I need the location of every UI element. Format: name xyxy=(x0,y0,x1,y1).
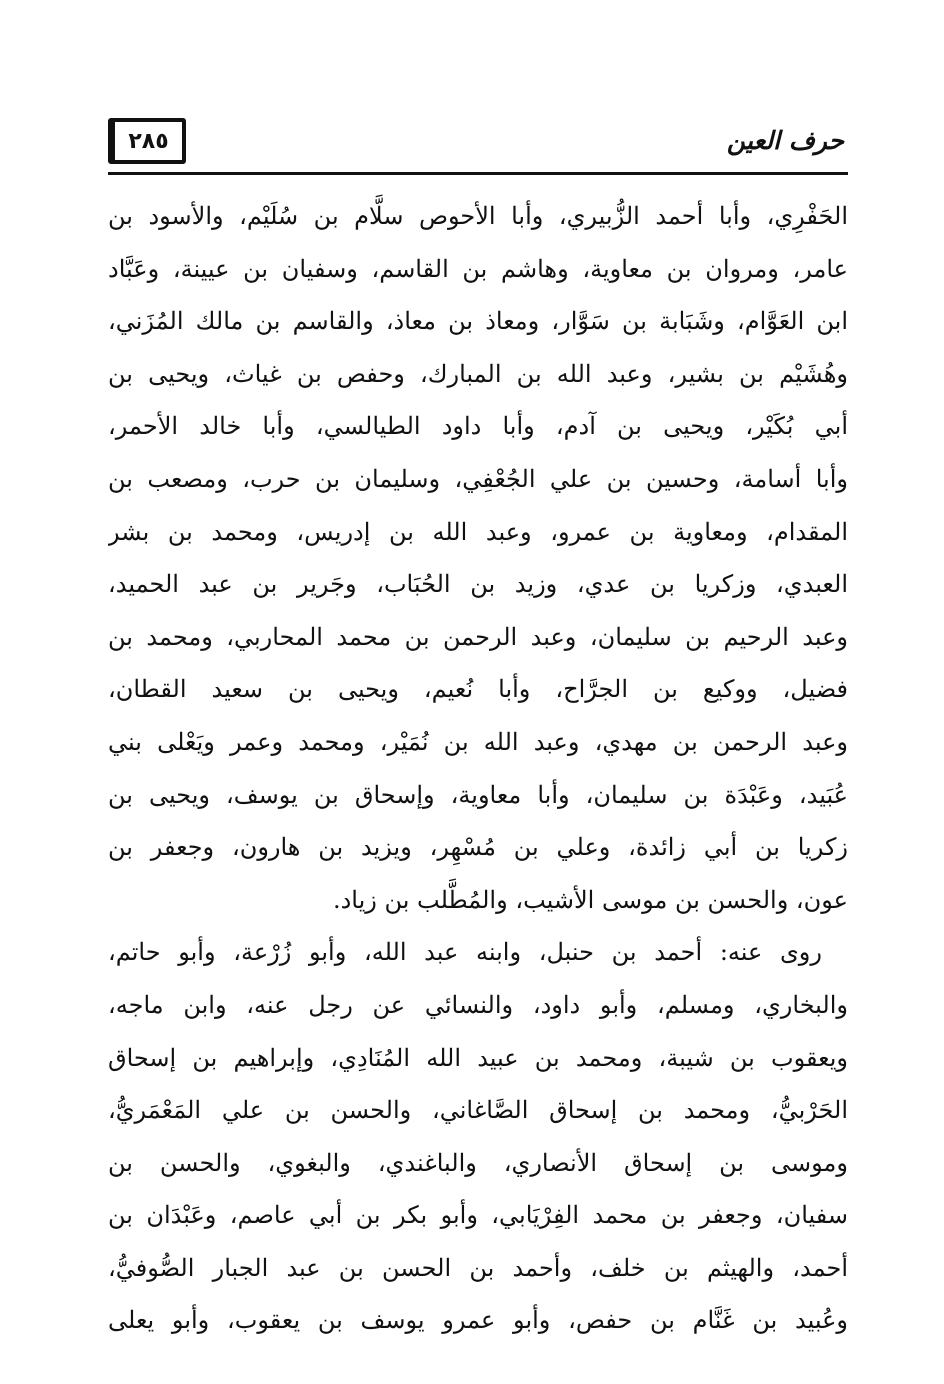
text-line: الحَرْبيُّ، ومحمد بن إسحاق الصَّاغاني، والحسن بن علي المَعْمَريُّ، xyxy=(108,1096,848,1125)
text-line: عامر، ومروان بن معاوية، وهاشم بن القاسم، وسفيان بن عيينة، وعَبَّاد xyxy=(108,254,848,283)
header-divider xyxy=(108,172,848,175)
text-line: الحَفْرِي، وأبا أحمد الزُّبيري، وأبا الأحوص سلَّام بن سُلَيْم، والأسود بن xyxy=(108,202,848,230)
text-line: ابن العَوَّام، وشَبَابة بن سَوَّار، ومعاذ بن معاذ، والقاسم بن مالك المُزَني، xyxy=(108,307,848,336)
text-line: ويعقوب بن شيبة، ومحمد بن عبيد الله المُنَادِي، وإبراهيم بن إسحاق xyxy=(108,1043,848,1072)
text-line: عون، والحسن بن موسى الأشيب، والمُطَّلب بن زياد. xyxy=(332,885,848,914)
text-line: وعبد الرحيم بن سليمان، وعبد الرحمن بن محمد المحاربي، ومحمد بن xyxy=(108,622,848,651)
paragraph-teachers xyxy=(108,190,848,926)
text-line: وعبد الرحمن بن مهدي، وعبد الله بن نُمَيْر، ومحمد وعمر ويَعْلى بني xyxy=(108,727,848,756)
page-number: ٢٨٥ xyxy=(108,118,186,164)
text-line: أبي بُكَيْر، ويحيى بن آدم، وأبا داود الطيالسي، وأبا خالد الأحمر، xyxy=(108,412,848,441)
text-line: المقدام، ومعاوية بن عمرو، وعبد الله بن إدريس، ومحمد بن بشر xyxy=(108,517,848,546)
text-line: روى عنه: أحمد بن حنبل، وابنه عبد الله، وأبو زُرْعة، وأبو حاتم، xyxy=(108,938,822,967)
text-line: وهُشَيْم بن بشير، وعبد الله بن المبارك، وحفص بن غياث، ويحيى بن xyxy=(108,359,848,388)
text-line: وعُبيد بن غَنَّام بن حفص، وأبو عمرو يوسف بن يعقوب، وأبو يعلى xyxy=(108,1306,848,1335)
text-line: أحمد، والهيثم بن خلف، وأحمد بن الحسن بن عبد الجبار الصُّوفيُّ، xyxy=(108,1253,848,1282)
text-line: وأبا أسامة، وحسين بن علي الجُعْفِي، وسليمان بن حرب، ومصعب بن xyxy=(108,464,848,493)
text-line: زكريا بن أبي زائدة، وعلي بن مُسْهِر، ويزيد بن هارون، وجعفر بن xyxy=(108,833,848,862)
text-line: سفيان، وجعفر بن محمد الفِرْيَابي، وأبو بكر بن أبي عاصم، وعَبْدَان بن xyxy=(108,1201,848,1230)
text-line: فضيل، ووكيع بن الجرَّاح، وأبا نُعيم، ويحيى بن سعيد القطان، xyxy=(108,675,848,704)
text-line: والبخاري، ومسلم، وأبو داود، والنسائي عن رجل عنه، وابن ماجه، xyxy=(108,990,848,1019)
body-text xyxy=(108,190,848,1347)
page-header xyxy=(108,112,848,182)
text-line: وموسى بن إسحاق الأنصاري، والباغندي، والبغوي، والحسن بن xyxy=(108,1148,848,1177)
text-line: عُبَيد، وعَبْدَة بن سليمان، وأبا معاوية، وإسحاق بن يوسف، ويحيى بن xyxy=(108,780,848,809)
text-line: العبدي، وزكريا بن عدي، وزيد بن الحُبَاب، وجَرير بن عبد الحميد، xyxy=(108,570,848,599)
running-title: حرف العين xyxy=(726,126,844,155)
paragraph-students xyxy=(108,926,848,1347)
